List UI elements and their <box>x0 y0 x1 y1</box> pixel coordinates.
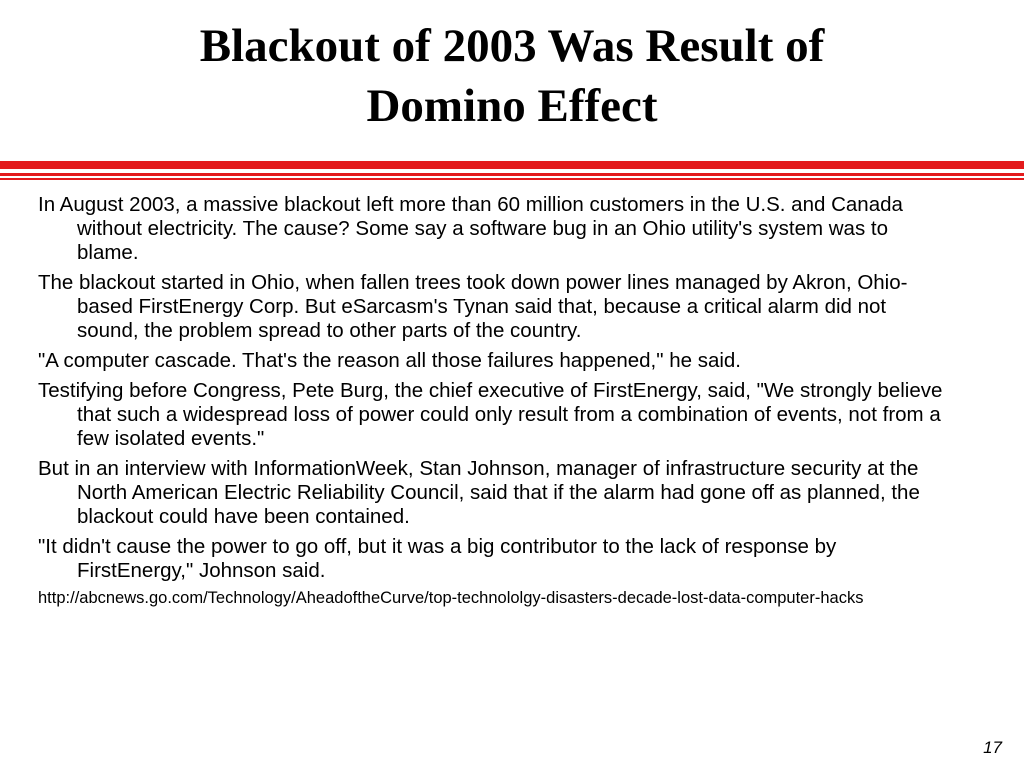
divider-thick-line <box>0 161 1024 169</box>
body-paragraph: Testifying before Congress, Pete Burg, the chief executive of FirstEnergy, said, "We strongly believe that such a widespread loss of power could only result from a combination of events, not from a few isolated events." <box>38 379 943 450</box>
title-line-2: Domino Effect <box>366 80 658 132</box>
slide-title <box>0 16 1024 136</box>
body-paragraph: The blackout started in Ohio, when fallen trees took down power lines managed by Akron, Ohio-based FirstEnergy Corp. But eSarcasm's Tynan said that, because a critical alarm did not sound, the problem spread to other parts of the country. <box>38 271 908 342</box>
body-paragraph: "A computer cascade. That's the reason all those failures happened," he said. <box>38 349 741 372</box>
body-paragraph: But in an interview with InformationWeek, Stan Johnson, manager of infrastructure security at the North American Electric Reliability Council, said that if the alarm had gone off as planned, the blackout could have been contained. <box>38 457 920 528</box>
divider-hair-line <box>0 178 1024 180</box>
body-paragraph: In August 2003, a massive blackout left more than 60 million customers in the U.S. and Canada without electricity. The cause? Some say a software bug in an Ohio utility's system was to blame. <box>38 193 903 264</box>
title-line-1: Blackout of 2003 Was Result of <box>199 20 825 72</box>
page-number: 17 <box>983 738 1002 757</box>
source-link[interactable]: http://abcnews.go.com/Technology/AheadoftheCurve/top-technololgy-disasters-decade-lost-data-computer-hacks <box>38 589 864 607</box>
slide-body <box>38 193 950 608</box>
body-paragraph: "It didn't cause the power to go off, but it was a big contributor to the lack of response by FirstEnergy," Johnson said. <box>38 535 837 582</box>
title-divider <box>0 161 1024 180</box>
